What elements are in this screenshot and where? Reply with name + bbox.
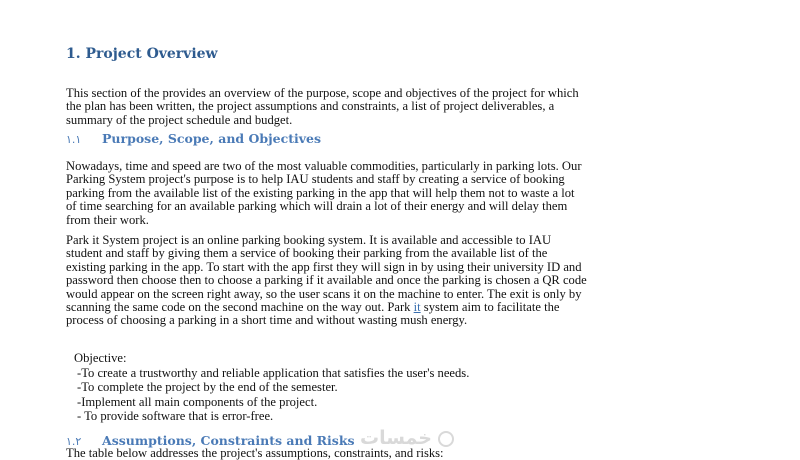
park-it-line: existing parking in the app. To start with the app first they will sign in by using their university ID and xyxy=(66,259,582,274)
objective-item: -Implement all main components of the project. xyxy=(77,394,318,409)
watermark-circle-icon xyxy=(438,431,454,447)
heading-project-overview: 1. Project Overview xyxy=(66,46,218,62)
objectives-list xyxy=(74,351,469,424)
section-title: Assumptions, Constraints and Risks xyxy=(102,433,355,448)
section-number: ١.١ xyxy=(66,133,82,146)
park-it-line: password then choose then to choose a parking if it available and once the parking is chosen a QR code xyxy=(66,273,587,288)
purpose-line: Parking System project's purpose is to help IAU students and staff by creating a service of booking xyxy=(66,172,565,187)
assumptions-line: The table below addresses the project's assumptions, constraints, and risks: xyxy=(66,446,444,460)
objective-item: - To provide software that is error-free. xyxy=(77,409,274,424)
section-title: Purpose, Scope, and Objectives xyxy=(102,131,321,146)
purpose-line: Nowadays, time and speed are two of the most valuable commodities, particularly in parking lots. Our xyxy=(66,159,582,173)
assumptions-intro xyxy=(66,447,746,460)
intro-line: the plan has been written, the project assumptions and constraints, a list of project deliverables, a xyxy=(66,99,555,114)
purpose-paragraph xyxy=(66,160,746,227)
purpose-line: from their work. xyxy=(66,212,149,227)
objective-item: -To complete the project by the end of the semester. xyxy=(77,380,338,395)
objectives-title: Objective: xyxy=(74,351,127,365)
park-it-line: would appear on the screen right away, so the user scans it on the machine to enter. The exit is only by xyxy=(66,286,582,301)
objective-item: -To create a trustworthy and reliable application that satisfies the user's needs. xyxy=(77,365,470,380)
park-it-line-text: scanning the same code on the second machine on the way out. Park xyxy=(66,300,414,315)
park-it-link[interactable]: it xyxy=(413,300,421,315)
park-it-line xyxy=(66,301,746,314)
heading-purpose-scope xyxy=(66,131,321,146)
intro-paragraph xyxy=(66,87,746,127)
park-it-line-text: system aim to facilitate the xyxy=(420,300,560,315)
park-it-line: Park it System project is an online parking booking system. It is available and accessible to IAU xyxy=(66,233,552,247)
intro-line: This section of the provides an overview of the purpose, scope and objectives of the project for which xyxy=(66,86,579,100)
park-it-paragraph xyxy=(66,234,746,328)
watermark-text: خمسات xyxy=(360,427,432,449)
park-it-line: student and staff by giving them a service of booking their parking from the available list of the xyxy=(66,246,548,261)
intro-line: summary of the project schedule and budget. xyxy=(66,112,293,127)
purpose-line: parking from the available list of the existing parking in the app that will help them not to waste a lot xyxy=(66,185,575,200)
section-number: ١.٢ xyxy=(66,435,82,448)
park-it-line: process of choosing a parking in a short time and without wasting mush energy. xyxy=(66,313,468,328)
purpose-line: of time searching for an available parking which will drain a lot of their energy and will delay them xyxy=(66,199,568,214)
